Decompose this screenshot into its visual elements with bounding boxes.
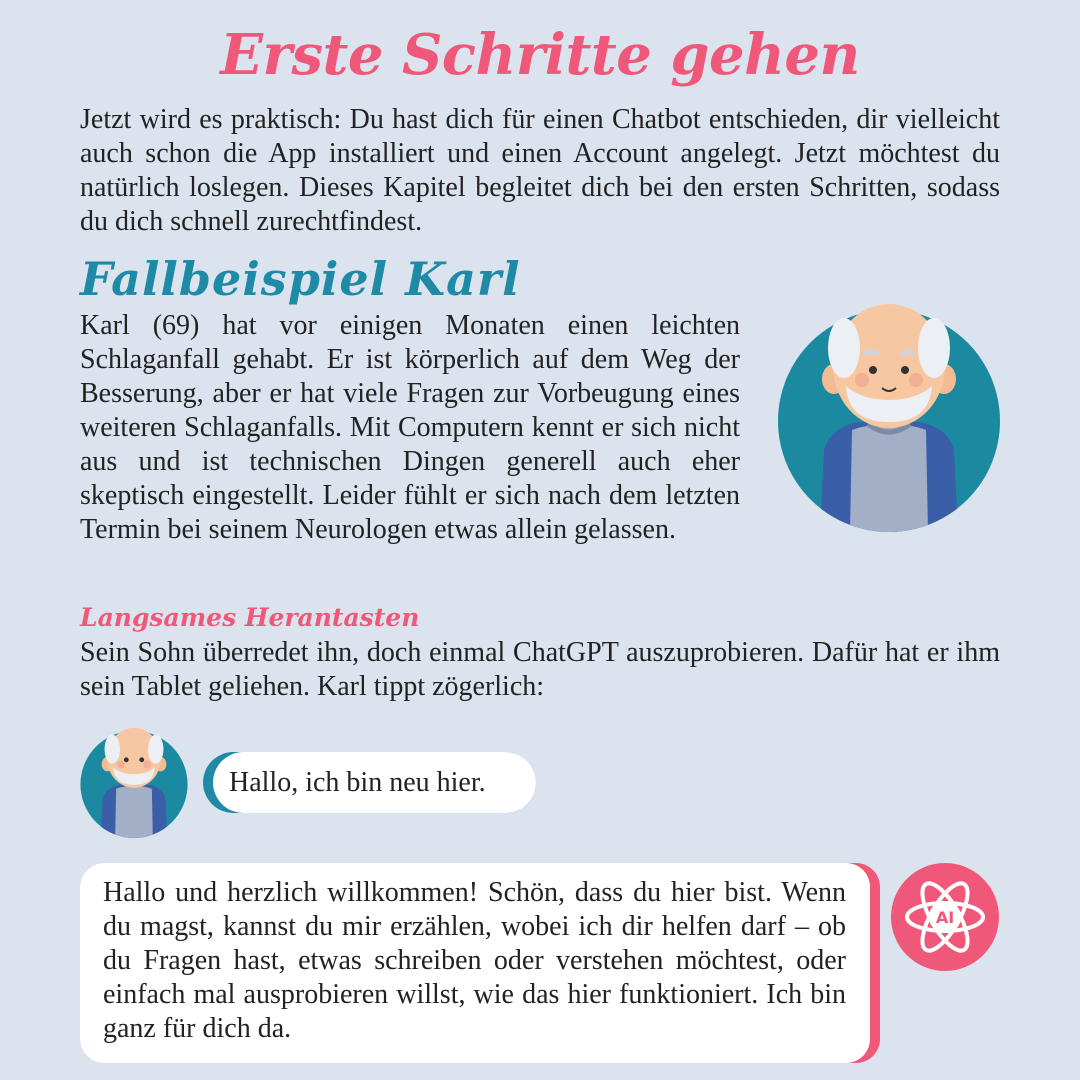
ai-icon-label: AI <box>935 908 955 927</box>
intro-paragraph: Jetzt wird es praktisch: Du hast dich für einen Chatbot entschieden, dir vielleicht auch schon die App installiert und einen Account angelegt. Jetzt möchtest du natürlich loslegen. Dieses Kapitel begleitet dich bei den ersten Schritten, sodass du dich schnell zurechtfindest. <box>80 104 1000 237</box>
user-message-bubble <box>203 752 536 813</box>
case-study-paragraph: Karl (69) hat vor einigen Monaten einen leichten Schlaganfall gehabt. Er ist körperlich auf dem Weg der Besserung, aber er hat viele Fragen zur Vorbeugung eines weiteren Schlaganfalls. Mit Computern kennt er sich nicht aus und ist technischen Dingen generell auch eher skeptisch eingestellt. Leider fühlt er sich nach dem letzten Termin bei seinem Neurologen etwas allein gelassen. <box>80 310 740 545</box>
section-paragraph: Sein Sohn überredet ihn, doch einmal ChatGPT auszuprobieren. Dafür hat er ihm sein Tablet geliehen. Karl tippt zögerlich: <box>80 637 1000 702</box>
bot-message-text: Hallo und herzlich willkommen! Schön, dass du hier bist. Wenn du magst, kannst du mir erzählen, wobei ich dir helfen darf – ob du Fragen hast, etwas schreiben oder verstehen möchtest, oder einfach mal ausprobieren willst, wie das hier funktioniert. Ich bin ganz für dich da. <box>103 877 846 1044</box>
page-title: Erste Schritte gehen <box>220 22 860 88</box>
karl-avatar-icon <box>778 300 1000 532</box>
user-message-text: Hallo, ich bin neu hier. <box>229 766 486 798</box>
section-heading: Langsames Herantasten <box>80 603 420 632</box>
ai-atom-icon <box>891 863 999 971</box>
case-study-heading: Fallbeispiel Karl <box>80 252 521 306</box>
bot-message-bubble <box>80 863 880 1063</box>
karl-small-avatar-icon <box>80 726 188 838</box>
